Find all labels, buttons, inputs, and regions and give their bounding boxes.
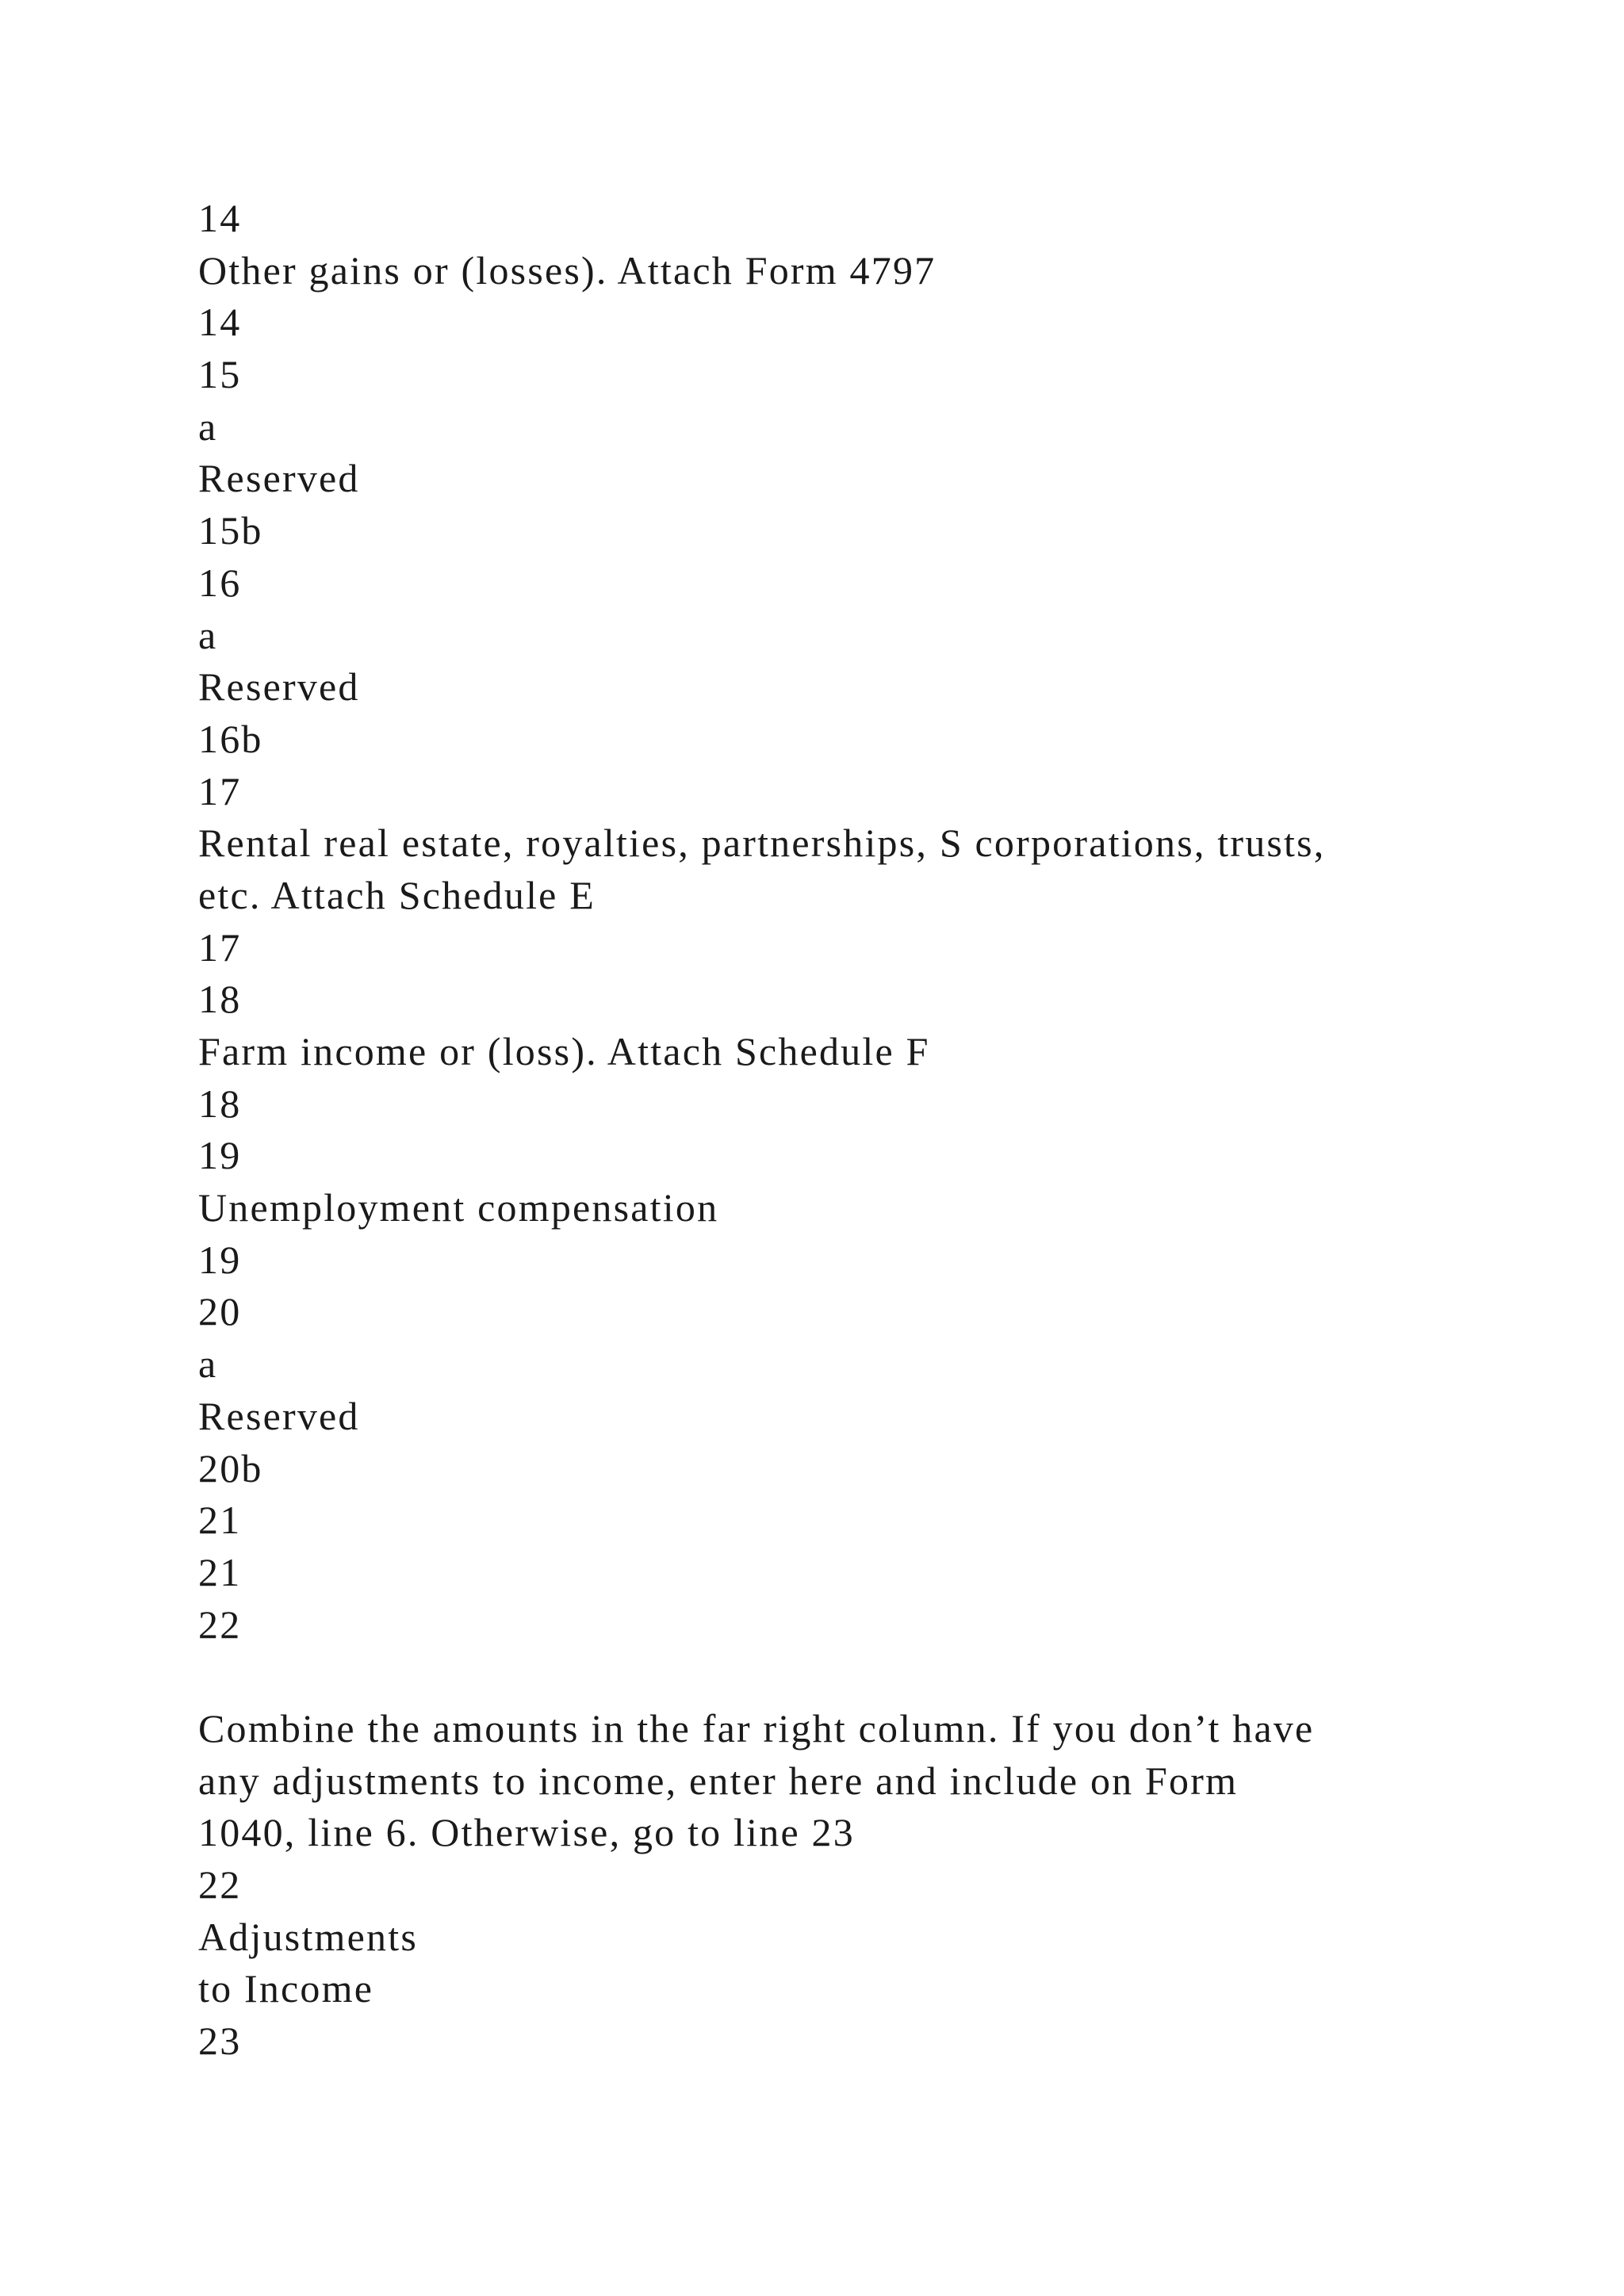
text-line: a [198,1341,218,1387]
text-line: 20 [198,1289,242,1334]
text-line: 17 [198,768,242,813]
text-line: 21 [198,1498,242,1543]
text-line: 17 [198,924,242,970]
text-line: 16 [198,560,242,605]
text-line: 22 [198,1601,242,1647]
text-line: Adjustments [198,1914,418,1959]
text-line: 18 [198,1081,242,1126]
text-line: etc. Attach Schedule E [198,872,596,917]
text-line: 16b [198,716,263,761]
text-line: 20b [198,1445,263,1490]
text-line: Reserved [198,456,360,501]
document-text [198,193,1507,2068]
text-line: 21 [198,1549,242,1594]
text-line: Combine the amounts in the far right column. If you don’t have [198,1705,1315,1751]
text-line: 19 [198,1237,242,1282]
text-line: 19 [198,1133,242,1178]
text-line: Other gains or (losses). Attach Form 4797 [198,247,936,293]
text-line: Reserved [198,1393,360,1438]
text-line: 15b [198,508,263,553]
blank-line [198,1651,1507,1703]
text-line: Rental real estate, royalties, partnerships, S corporations, trusts, [198,821,1326,866]
text-line: 15 [198,352,242,397]
text-line: to Income [198,1966,374,2011]
text-line: 14 [198,196,242,240]
text-line: Reserved [198,664,360,710]
text-line: 22 [198,1862,242,1907]
text-line: a [198,612,218,657]
text-line: 23 [198,2019,242,2064]
text-line: 1040, line 6. Otherwise, go to line 23 [198,1810,855,1855]
text-line: a [198,404,218,449]
text-line: 14 [198,300,242,345]
text-line: any adjustments to income, enter here and include on Form [198,1758,1239,1803]
text-line: Farm income or (loss). Attach Schedule F [198,1029,930,1073]
text-line: Unemployment compensation [198,1185,719,1230]
text-line: 18 [198,977,242,1022]
